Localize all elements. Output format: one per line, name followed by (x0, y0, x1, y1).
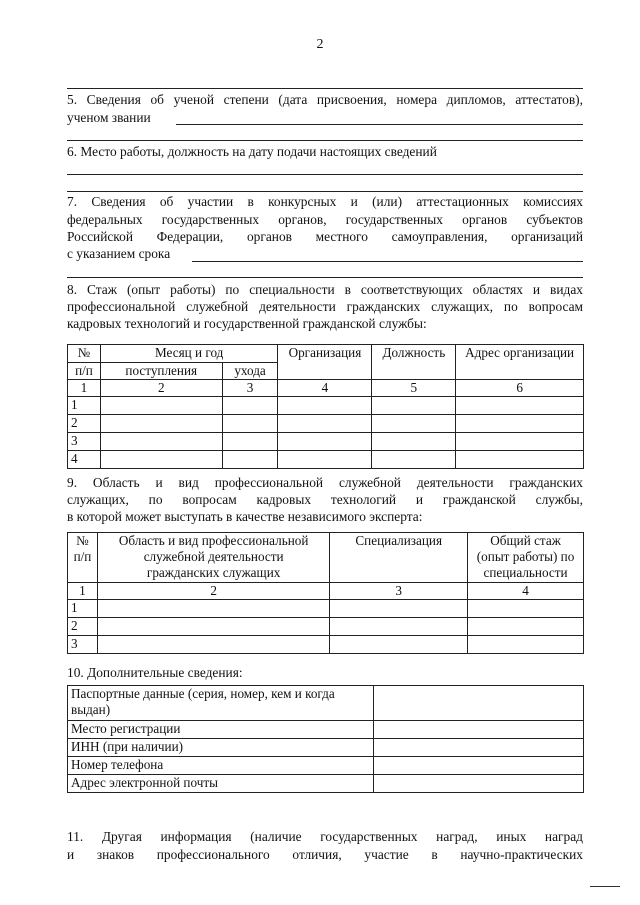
table-row (68, 451, 584, 469)
exp-colnum-2: 2 (100, 380, 222, 397)
area-head-exp-1: Общий стаж (490, 533, 561, 548)
exp-row-num: 4 (68, 451, 101, 469)
info-value-inn[interactable] (374, 739, 584, 757)
section5-line1: 5. Сведения об ученой степени (дата присвоения, номера дипломов, аттестатов), (67, 92, 583, 107)
table-cell[interactable] (456, 397, 584, 415)
table-cell[interactable] (372, 397, 456, 415)
info-label-email: Адрес электронной почты (68, 775, 374, 793)
area-head-num-2: п/п (73, 549, 92, 564)
page-number: 2 (316, 37, 324, 52)
exp-head-address: Адрес организации (456, 345, 584, 380)
exp-row-num: 1 (68, 397, 101, 415)
area-colnum-4: 4 (468, 583, 584, 600)
table-row (68, 397, 584, 415)
area-colnum-3: 3 (330, 583, 468, 600)
area-head-num-1: № (76, 533, 89, 548)
area-row-num: 1 (68, 600, 98, 618)
table-cell[interactable] (468, 618, 584, 636)
expert-area-table (67, 532, 584, 654)
table-row (68, 618, 584, 636)
info-label-registration: Место регистрации (68, 721, 374, 739)
info-value-passport[interactable] (374, 686, 584, 721)
table-cell[interactable] (372, 415, 456, 433)
exp-row-num: 3 (68, 433, 101, 451)
section7-blank-line[interactable] (67, 277, 583, 278)
exp-head-num-2: п/п (68, 363, 101, 380)
table-cell[interactable] (222, 433, 278, 451)
exp-head-entry: поступления (100, 363, 222, 380)
table-cell[interactable] (278, 433, 372, 451)
table-cell[interactable] (456, 451, 584, 469)
blank-line-top (67, 88, 583, 89)
section7-fill-line[interactable] (192, 261, 583, 262)
exp-colnum-6: 6 (456, 380, 584, 397)
area-row-num: 3 (68, 636, 98, 654)
section7-line3: Российской Федерации, органов местного самоуправления, организаций (67, 229, 583, 244)
table-cell[interactable] (97, 600, 329, 618)
section7-line1: 7. Сведения об участии в конкурсных и (или) аттестационных комиссиях (67, 194, 583, 209)
table-cell[interactable] (278, 451, 372, 469)
table-row (68, 433, 584, 451)
info-label-passport-2: выдан) (71, 702, 111, 717)
info-value-registration[interactable] (374, 721, 584, 739)
table-cell[interactable] (456, 433, 584, 451)
area-row-num: 2 (68, 618, 98, 636)
section8-line2: профессиональной служебной деятельности гражданских служащих, по вопросам (67, 299, 583, 314)
exp-colnum-5: 5 (372, 380, 456, 397)
area-head-experience (468, 533, 584, 583)
info-label-passport (68, 686, 374, 721)
section5-fill-line[interactable] (176, 124, 583, 125)
table-row (68, 739, 584, 757)
table-cell[interactable] (468, 636, 584, 654)
section5-line2: ученом звании (67, 110, 151, 125)
info-label-phone: Номер телефона (68, 757, 374, 775)
section7-line4: с указанием срока (67, 246, 171, 261)
table-cell[interactable] (278, 415, 372, 433)
area-head-spec: Специализация (330, 533, 468, 583)
section6-blank-line-2[interactable] (67, 191, 583, 192)
section8-line3: кадровых технологий и государственной гражданской службы: (67, 316, 427, 331)
table-row (68, 415, 584, 433)
area-head-area-1: Область и вид профессиональной (118, 533, 309, 548)
area-head-exp-2: (опыт работы) по (476, 549, 575, 564)
experience-table (67, 344, 584, 469)
section9-line1: 9. Область и вид профессиональной служебной деятельности гражданских (67, 475, 583, 490)
table-cell[interactable] (278, 397, 372, 415)
table-cell[interactable] (100, 451, 222, 469)
area-head-exp-3: специальности (483, 565, 568, 580)
section11-line1: 11. Другая информация (наличие государственных наград, иных наград (67, 829, 583, 844)
info-label-passport-1: Паспортные данные (серия, номер, кем и когда (71, 686, 335, 701)
table-cell[interactable] (100, 415, 222, 433)
footer-mark (590, 886, 620, 887)
table-row (68, 686, 584, 721)
table-cell[interactable] (222, 397, 278, 415)
table-cell[interactable] (468, 600, 584, 618)
table-cell[interactable] (330, 600, 468, 618)
info-label-inn: ИНН (при наличии) (68, 739, 374, 757)
table-cell[interactable] (372, 433, 456, 451)
table-row (68, 600, 584, 618)
table-cell[interactable] (330, 618, 468, 636)
section11-line2: и знаков профессионального отличия, участие в научно-практических (67, 847, 583, 862)
section10-title: 10. Дополнительные сведения: (67, 665, 243, 680)
table-cell[interactable] (97, 636, 329, 654)
table-cell[interactable] (456, 415, 584, 433)
info-value-email[interactable] (374, 775, 584, 793)
section8-line1: 8. Стаж (опыт работы) по специальности в соответствующих областях и видах (67, 282, 583, 297)
section9-line3: в которой может выступать в качестве независимого эксперта: (67, 509, 423, 524)
table-cell[interactable] (222, 415, 278, 433)
area-colnum-1: 1 (68, 583, 98, 600)
info-value-phone[interactable] (374, 757, 584, 775)
area-head-area-2: служебной деятельности (143, 549, 284, 564)
table-cell[interactable] (97, 618, 329, 636)
section6-text: 6. Место работы, должность на дату подачи настоящих сведений (67, 144, 437, 159)
table-cell[interactable] (100, 397, 222, 415)
table-cell[interactable] (100, 433, 222, 451)
additional-info-table (67, 685, 584, 793)
exp-head-organization: Организация (278, 345, 372, 380)
area-colnum-2: 2 (97, 583, 329, 600)
area-head-area-3: гражданских служащих (146, 565, 281, 580)
table-cell[interactable] (222, 451, 278, 469)
table-row (68, 775, 584, 793)
table-row (68, 721, 584, 739)
exp-row-num: 2 (68, 415, 101, 433)
table-cell[interactable] (330, 636, 468, 654)
section5-blank-line[interactable] (67, 140, 583, 141)
exp-colnum-4: 4 (278, 380, 372, 397)
section6-blank-line-1[interactable] (67, 174, 583, 175)
area-head-area (97, 533, 329, 583)
exp-head-month-year: Месяц и год (100, 345, 278, 363)
exp-colnum-3: 3 (222, 380, 278, 397)
area-head-num (68, 533, 98, 583)
exp-head-position: Должность (372, 345, 456, 380)
table-cell[interactable] (372, 451, 456, 469)
exp-head-exit: ухода (222, 363, 278, 380)
exp-colnum-1: 1 (68, 380, 101, 397)
section7-line2: федеральных государственных органов, государственных органов субъектов (67, 212, 583, 227)
table-row (68, 636, 584, 654)
exp-head-num-1: № (68, 345, 101, 363)
section9-line2: служащих, по вопросам кадровых технологий и гражданской службы, (67, 492, 583, 507)
table-row (68, 757, 584, 775)
